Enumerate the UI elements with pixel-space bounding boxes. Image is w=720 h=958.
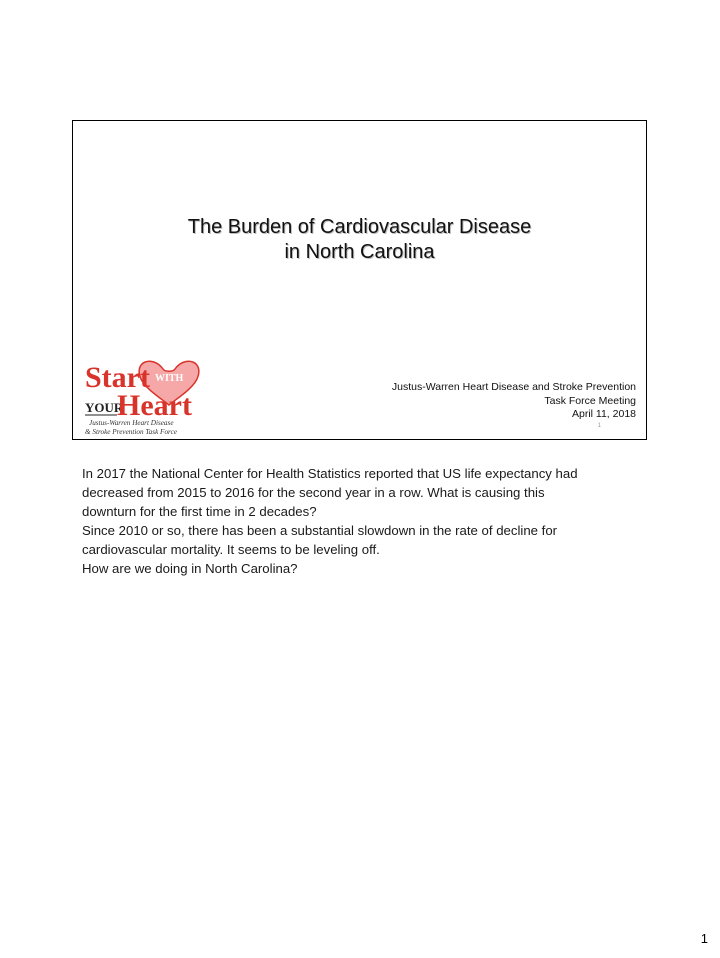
start-with-your-heart-logo bbox=[83, 357, 201, 437]
slide-number: 1 bbox=[597, 423, 601, 429]
logo-start-text: Start bbox=[85, 361, 150, 394]
meeting-info bbox=[392, 381, 636, 422]
notes-line-2: decreased from 2015 to 2016 for the second year in a row. What is causing this bbox=[82, 485, 545, 500]
notes-line-5: cardiovascular mortality. It seems to be leveling off. bbox=[82, 542, 380, 557]
logo-tagline-1: Justus-Warren Heart Disease bbox=[89, 419, 174, 427]
slide-title-line-2: in North Carolina bbox=[284, 241, 435, 263]
logo-heart-text: Heart bbox=[117, 389, 192, 422]
slide-title bbox=[73, 215, 646, 265]
logo-with-text: WITH bbox=[155, 373, 184, 384]
logo-tagline-2: & Stroke Prevention Task Force bbox=[85, 428, 177, 436]
notes-line-6: How are we doing in North Carolina? bbox=[82, 561, 298, 576]
meeting-info-line-2: Task Force Meeting bbox=[544, 394, 636, 407]
meeting-info-line-3: April 11, 2018 bbox=[571, 408, 636, 420]
speaker-notes bbox=[82, 464, 642, 578]
notes-line-4: Since 2010 or so, there has been a substantial slowdown in the rate of decline for bbox=[82, 523, 558, 538]
notes-line-3: downturn for the first time in 2 decades? bbox=[82, 504, 317, 519]
slide-thumbnail bbox=[72, 120, 647, 440]
meeting-info-line-1: Justus-Warren Heart Disease and Stroke Prevention bbox=[391, 381, 636, 393]
slide-title-line-1: The Burden of Cardiovascular Disease bbox=[187, 216, 532, 238]
notes-line-1: In 2017 the National Center for Health Statistics reported that US life expectancy had bbox=[82, 466, 578, 481]
page-number: 1 bbox=[700, 931, 708, 946]
logo-your-text: YOUR bbox=[85, 400, 124, 415]
